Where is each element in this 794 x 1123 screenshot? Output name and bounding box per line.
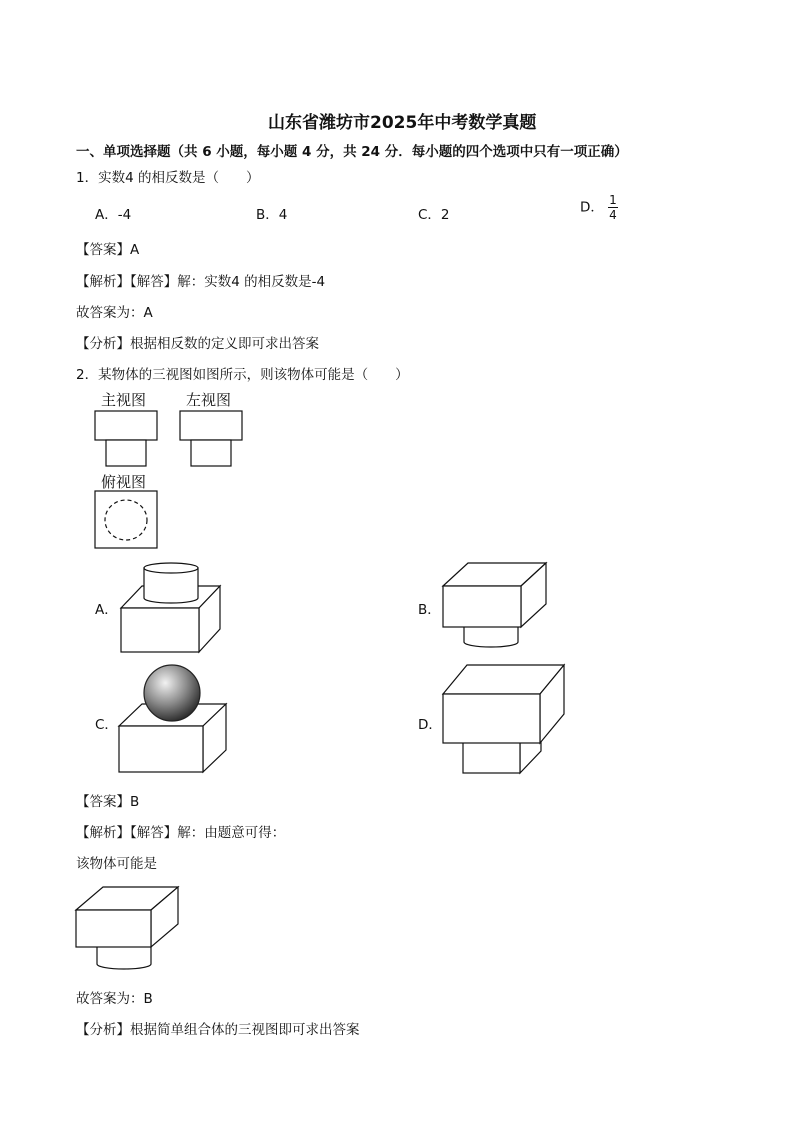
answer-figure <box>76 887 178 969</box>
option-a-figure <box>121 563 220 652</box>
q1-option-a: A．-4 <box>95 207 132 223</box>
option-d-figure <box>443 665 564 773</box>
q1-option-b: B．4 <box>256 207 288 223</box>
q2-answer: 【答案】B <box>76 794 140 810</box>
q2-analysis: 【解析】【解答】解：由题意可得： <box>76 825 286 841</box>
option-d-lower-box-front <box>463 740 520 773</box>
q1-option-d-prefix: D． <box>580 199 604 216</box>
option-b-box-front <box>443 586 521 627</box>
option-c-box-front <box>119 726 203 772</box>
q2-possible-text: 该物体可能是 <box>76 856 157 872</box>
q1-answer: 【答案】A <box>76 242 140 258</box>
page-title: 山东省潍坊市2025年中考数学真题 <box>268 113 537 133</box>
q2-stem: 2．某物体的三视图如图所示，则该物体可能是（ ） <box>76 367 409 383</box>
q1-stem: 1．实数4 的相反数是（ ） <box>76 170 260 186</box>
option-c-figure <box>119 665 226 772</box>
front-view-label: 主视图 <box>101 391 147 409</box>
fraction-denominator: 4 <box>609 208 617 222</box>
q1-conclusion: 故答案为：A <box>76 305 153 321</box>
q2-option-d: D． <box>418 717 442 733</box>
q1-review: 【分析】根据相反数的定义即可求出答案 <box>76 336 319 352</box>
answer-figure-cylinder <box>97 946 151 969</box>
q1-analysis: 【解析】【解答】解：实数4 的相反数是-4 <box>76 274 326 290</box>
option-c-sphere <box>144 665 200 721</box>
option-a-cylinder-top <box>144 563 198 573</box>
top-view-label: 俯视图 <box>101 473 147 491</box>
q2-option-a: A． <box>95 602 118 618</box>
option-a-box-front <box>121 608 199 652</box>
option-b-cylinder <box>464 626 518 647</box>
q2-option-b: B． <box>418 602 441 618</box>
option-d-upper-box-front <box>443 694 540 743</box>
q2-option-c: C． <box>95 717 118 733</box>
section-heading: 一、单项选择题（共 6 小题，每小题 4 分，共 24 分．每小题的四个选项中只有一项正确） <box>76 144 628 160</box>
answer-figure-box-front <box>76 910 151 947</box>
option-b-figure <box>443 563 546 647</box>
q2-conclusion: 故答案为：B <box>76 991 153 1007</box>
left-view-label: 左视图 <box>186 391 232 409</box>
q1-option-c: C．2 <box>418 207 450 223</box>
q2-review: 【分析】根据简单组合体的三视图即可求出答案 <box>76 1022 360 1038</box>
fraction-numerator: 1 <box>609 193 617 207</box>
